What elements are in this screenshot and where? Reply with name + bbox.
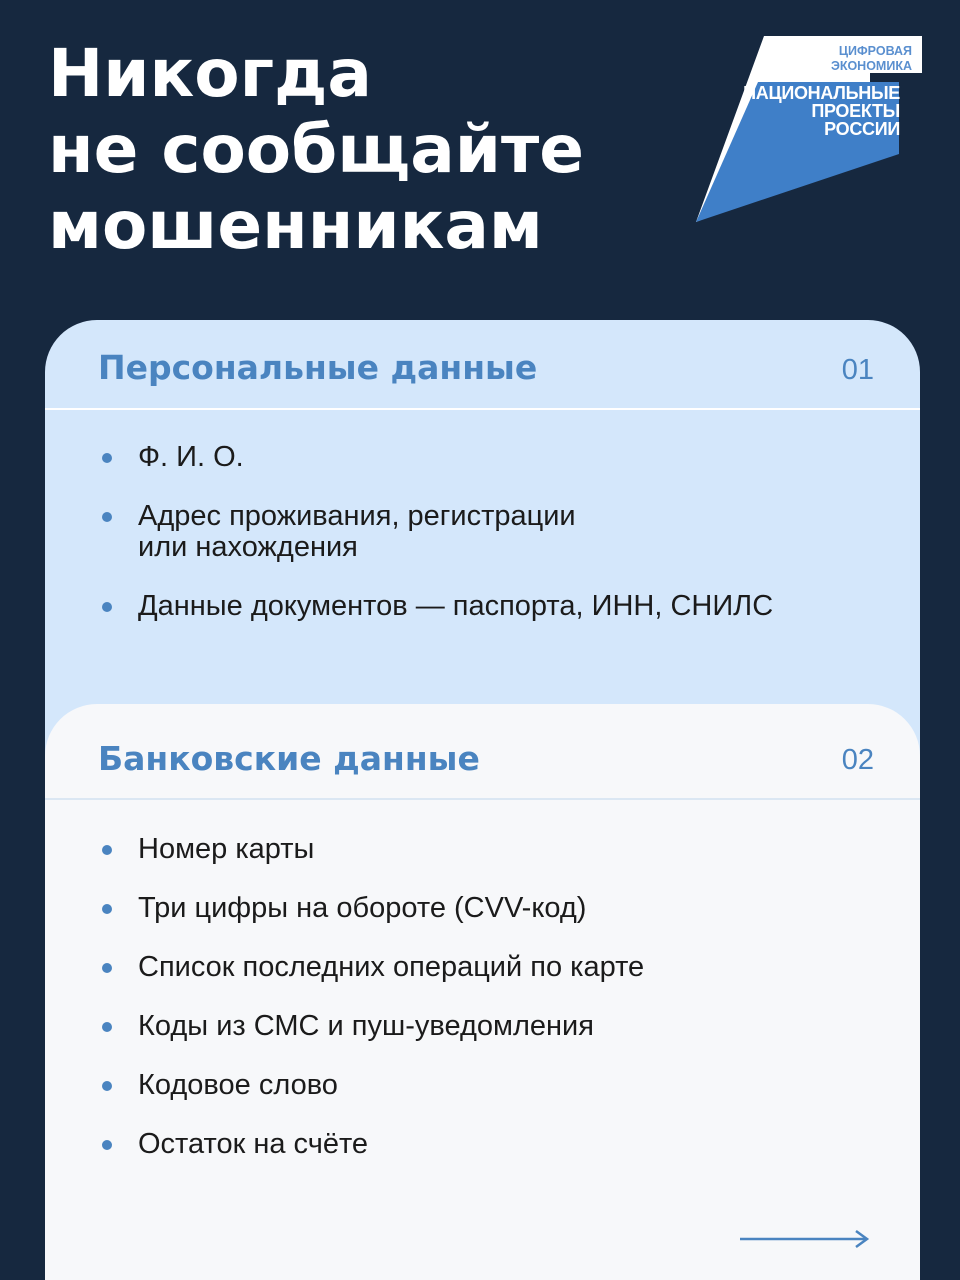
card-number: 01: [841, 354, 874, 386]
card-title: Банковские данные: [98, 739, 480, 778]
list-item: [102, 1129, 880, 1160]
list-item-text: или нахождения: [138, 531, 358, 563]
list-item-text: Номер карты: [138, 833, 315, 865]
personal-data-card: [45, 320, 920, 760]
bullet-icon: [102, 963, 112, 973]
card-number: 02: [841, 744, 874, 776]
list-item: [102, 893, 880, 924]
logo-subtitle-line: ЭКОНОМИКА: [830, 59, 912, 73]
bullet-icon: [102, 602, 112, 612]
headline-line: мошенникам: [48, 187, 543, 264]
list-item: [102, 591, 880, 622]
bullet-icon: [102, 1140, 112, 1150]
national-projects-logo: [696, 36, 922, 222]
bullet-icon: [102, 512, 112, 522]
list-item-text: Список последних операций по карте: [138, 951, 645, 983]
list-item-text: Адрес проживания, регистрации: [138, 500, 576, 532]
bullet-icon: [102, 904, 112, 914]
list-item-text: Три цифры на обороте (CVV-код): [138, 892, 587, 924]
logo-title: [743, 84, 900, 138]
logo-subtitle: [831, 44, 912, 74]
list-item: [102, 442, 880, 473]
list-item: [102, 1070, 880, 1101]
card-header: [45, 320, 920, 410]
bullet-icon: [102, 1022, 112, 1032]
list-item: [102, 1011, 880, 1042]
headline-line: не сообщайте: [48, 111, 584, 188]
bank-data-card: [45, 704, 920, 1280]
headline: [48, 36, 584, 264]
logo-title-line: РОССИИ: [824, 119, 900, 139]
logo-subtitle-line: ЦИФРОВАЯ: [838, 44, 912, 58]
card-header: [45, 704, 920, 800]
list-item-text: Остаток на счёте: [138, 1128, 369, 1160]
bullet-icon: [102, 845, 112, 855]
list-item: [102, 834, 880, 865]
personal-data-list: [102, 442, 880, 650]
bank-data-list: [102, 834, 880, 1188]
bullet-icon: [102, 1081, 112, 1091]
arrow-right-icon[interactable]: [740, 1228, 870, 1250]
list-item-text: Кодовое слово: [138, 1069, 338, 1101]
list-item: [102, 952, 880, 983]
list-item-text: Данные документов — паспорта, ИНН, СНИЛС: [138, 590, 774, 622]
bullet-icon: [102, 453, 112, 463]
logo-title-line: ПРОЕКТЫ: [811, 101, 900, 121]
list-item-text: Коды из СМС и пуш-уведомления: [138, 1010, 594, 1042]
list-item-text: Ф. И. О.: [138, 441, 244, 473]
list-item: [102, 501, 880, 563]
logo-title-line: НАЦИОНАЛЬНЫЕ: [743, 83, 900, 103]
card-title: Персональные данные: [98, 348, 538, 387]
headline-line: Никогда: [48, 35, 372, 112]
